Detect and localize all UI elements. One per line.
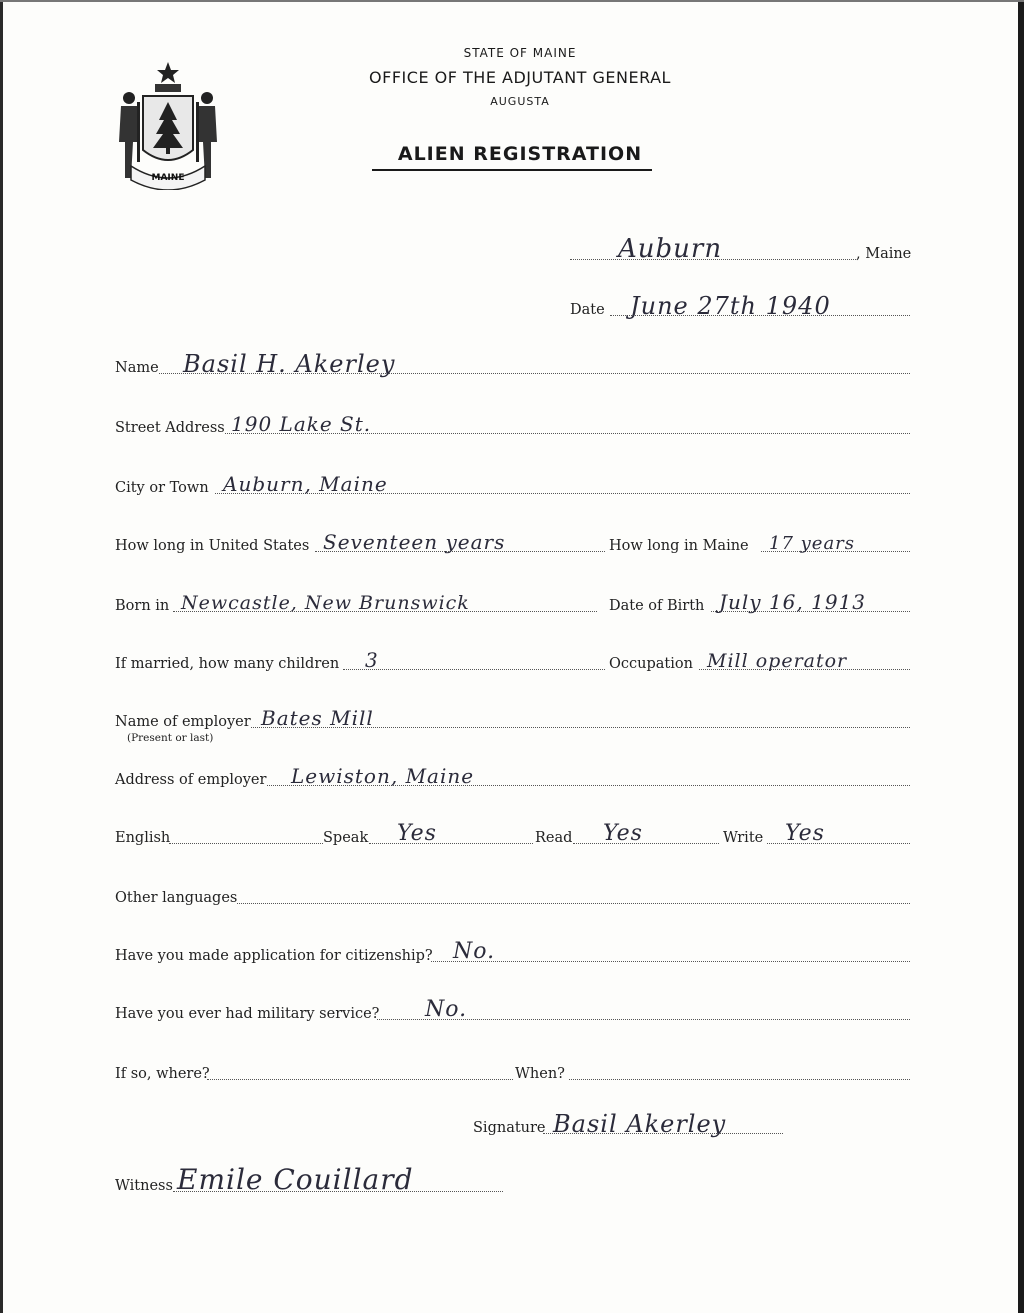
date-of-birth-label: Date of Birth [609,598,705,614]
where-when-row [115,1056,910,1086]
date-row [570,292,915,322]
place-value: Auburn [618,234,723,264]
street-address-label: Street Address [115,420,225,436]
residency-row [115,528,910,558]
signature-row [473,1104,793,1140]
name-value: Basil H. Akerley [183,350,396,378]
speak-value: Yes [397,821,437,846]
scan-edge-right [1018,0,1024,1313]
form-title: ALIEN REGISTRATION [397,143,643,165]
write-value: Yes [785,821,825,846]
write-label: Write [723,830,764,846]
military-row [115,996,910,1026]
military-value: No. [425,997,468,1022]
name-row [115,350,910,380]
citizenship-value: No. [453,939,496,964]
military-label: Have you ever had military service? [115,1006,380,1022]
city-row [115,470,910,500]
how-long-us-label: How long in United States [115,538,310,554]
maine-state-seal-icon [113,58,223,190]
signature-label: Signature [473,1120,546,1136]
header-city: AUGUSTA [490,95,550,108]
name-label: Name [115,360,159,376]
place-suffix: , Maine [856,246,912,262]
children-occupation-row [115,646,910,676]
street-address-row [115,410,910,440]
signature-value: Basil Akerley [553,1110,727,1138]
employer-address-row [115,762,910,792]
when-label: When? [515,1066,565,1082]
header-state: STATE OF MAINE [463,46,577,60]
english-row [115,820,910,850]
employer-address-value: Lewiston, Maine [291,764,475,788]
english-label: English [115,830,171,846]
scan-edge-top [0,0,1024,2]
witness-label: Witness [115,1178,173,1194]
how-long-maine-label: How long in Maine [609,538,749,554]
other-languages-label: Other languages [115,890,238,906]
city-label: City or Town [115,480,209,496]
witness-row [115,1158,505,1198]
street-address-value: 190 Lake St. [231,412,372,436]
employer-sublabel: (Present or last) [127,732,214,744]
place-row [570,236,915,266]
other-languages-row [115,880,910,910]
date-of-birth-value: July 16, 1913 [719,590,867,614]
born-in-value: Newcastle, New Brunswick [181,592,470,614]
citizenship-row [115,938,910,968]
witness-value: Emile Couillard [177,1163,414,1196]
read-label: Read [535,830,573,846]
date-value: June 27th 1940 [630,292,831,320]
title-underline [372,169,652,171]
birth-row [115,588,910,618]
employer-label: Name of employer [115,714,251,730]
date-label: Date [570,302,605,318]
read-value: Yes [603,821,643,846]
how-long-maine-value: 17 years [769,533,856,554]
employer-value: Bates Mill [261,706,374,730]
occupation-value: Mill operator [707,650,848,672]
born-in-label: Born in [115,598,170,614]
scan-edge-left [0,0,3,1313]
header-office: OFFICE OF THE ADJUTANT GENERAL [369,68,671,87]
employer-address-label: Address of employer [115,772,267,788]
where-label: If so, where? [115,1066,210,1082]
citizenship-label: Have you made application for citizenship? [115,948,433,964]
children-value: 3 [365,648,379,672]
seal-text: MAINE [151,173,185,183]
employer-row [115,704,910,744]
occupation-label: Occupation [609,656,693,672]
speak-label: Speak [323,830,369,846]
city-value: Auburn, Maine [223,472,388,496]
how-long-us-value: Seventeen years [323,530,506,554]
children-label: If married, how many children [115,656,340,672]
